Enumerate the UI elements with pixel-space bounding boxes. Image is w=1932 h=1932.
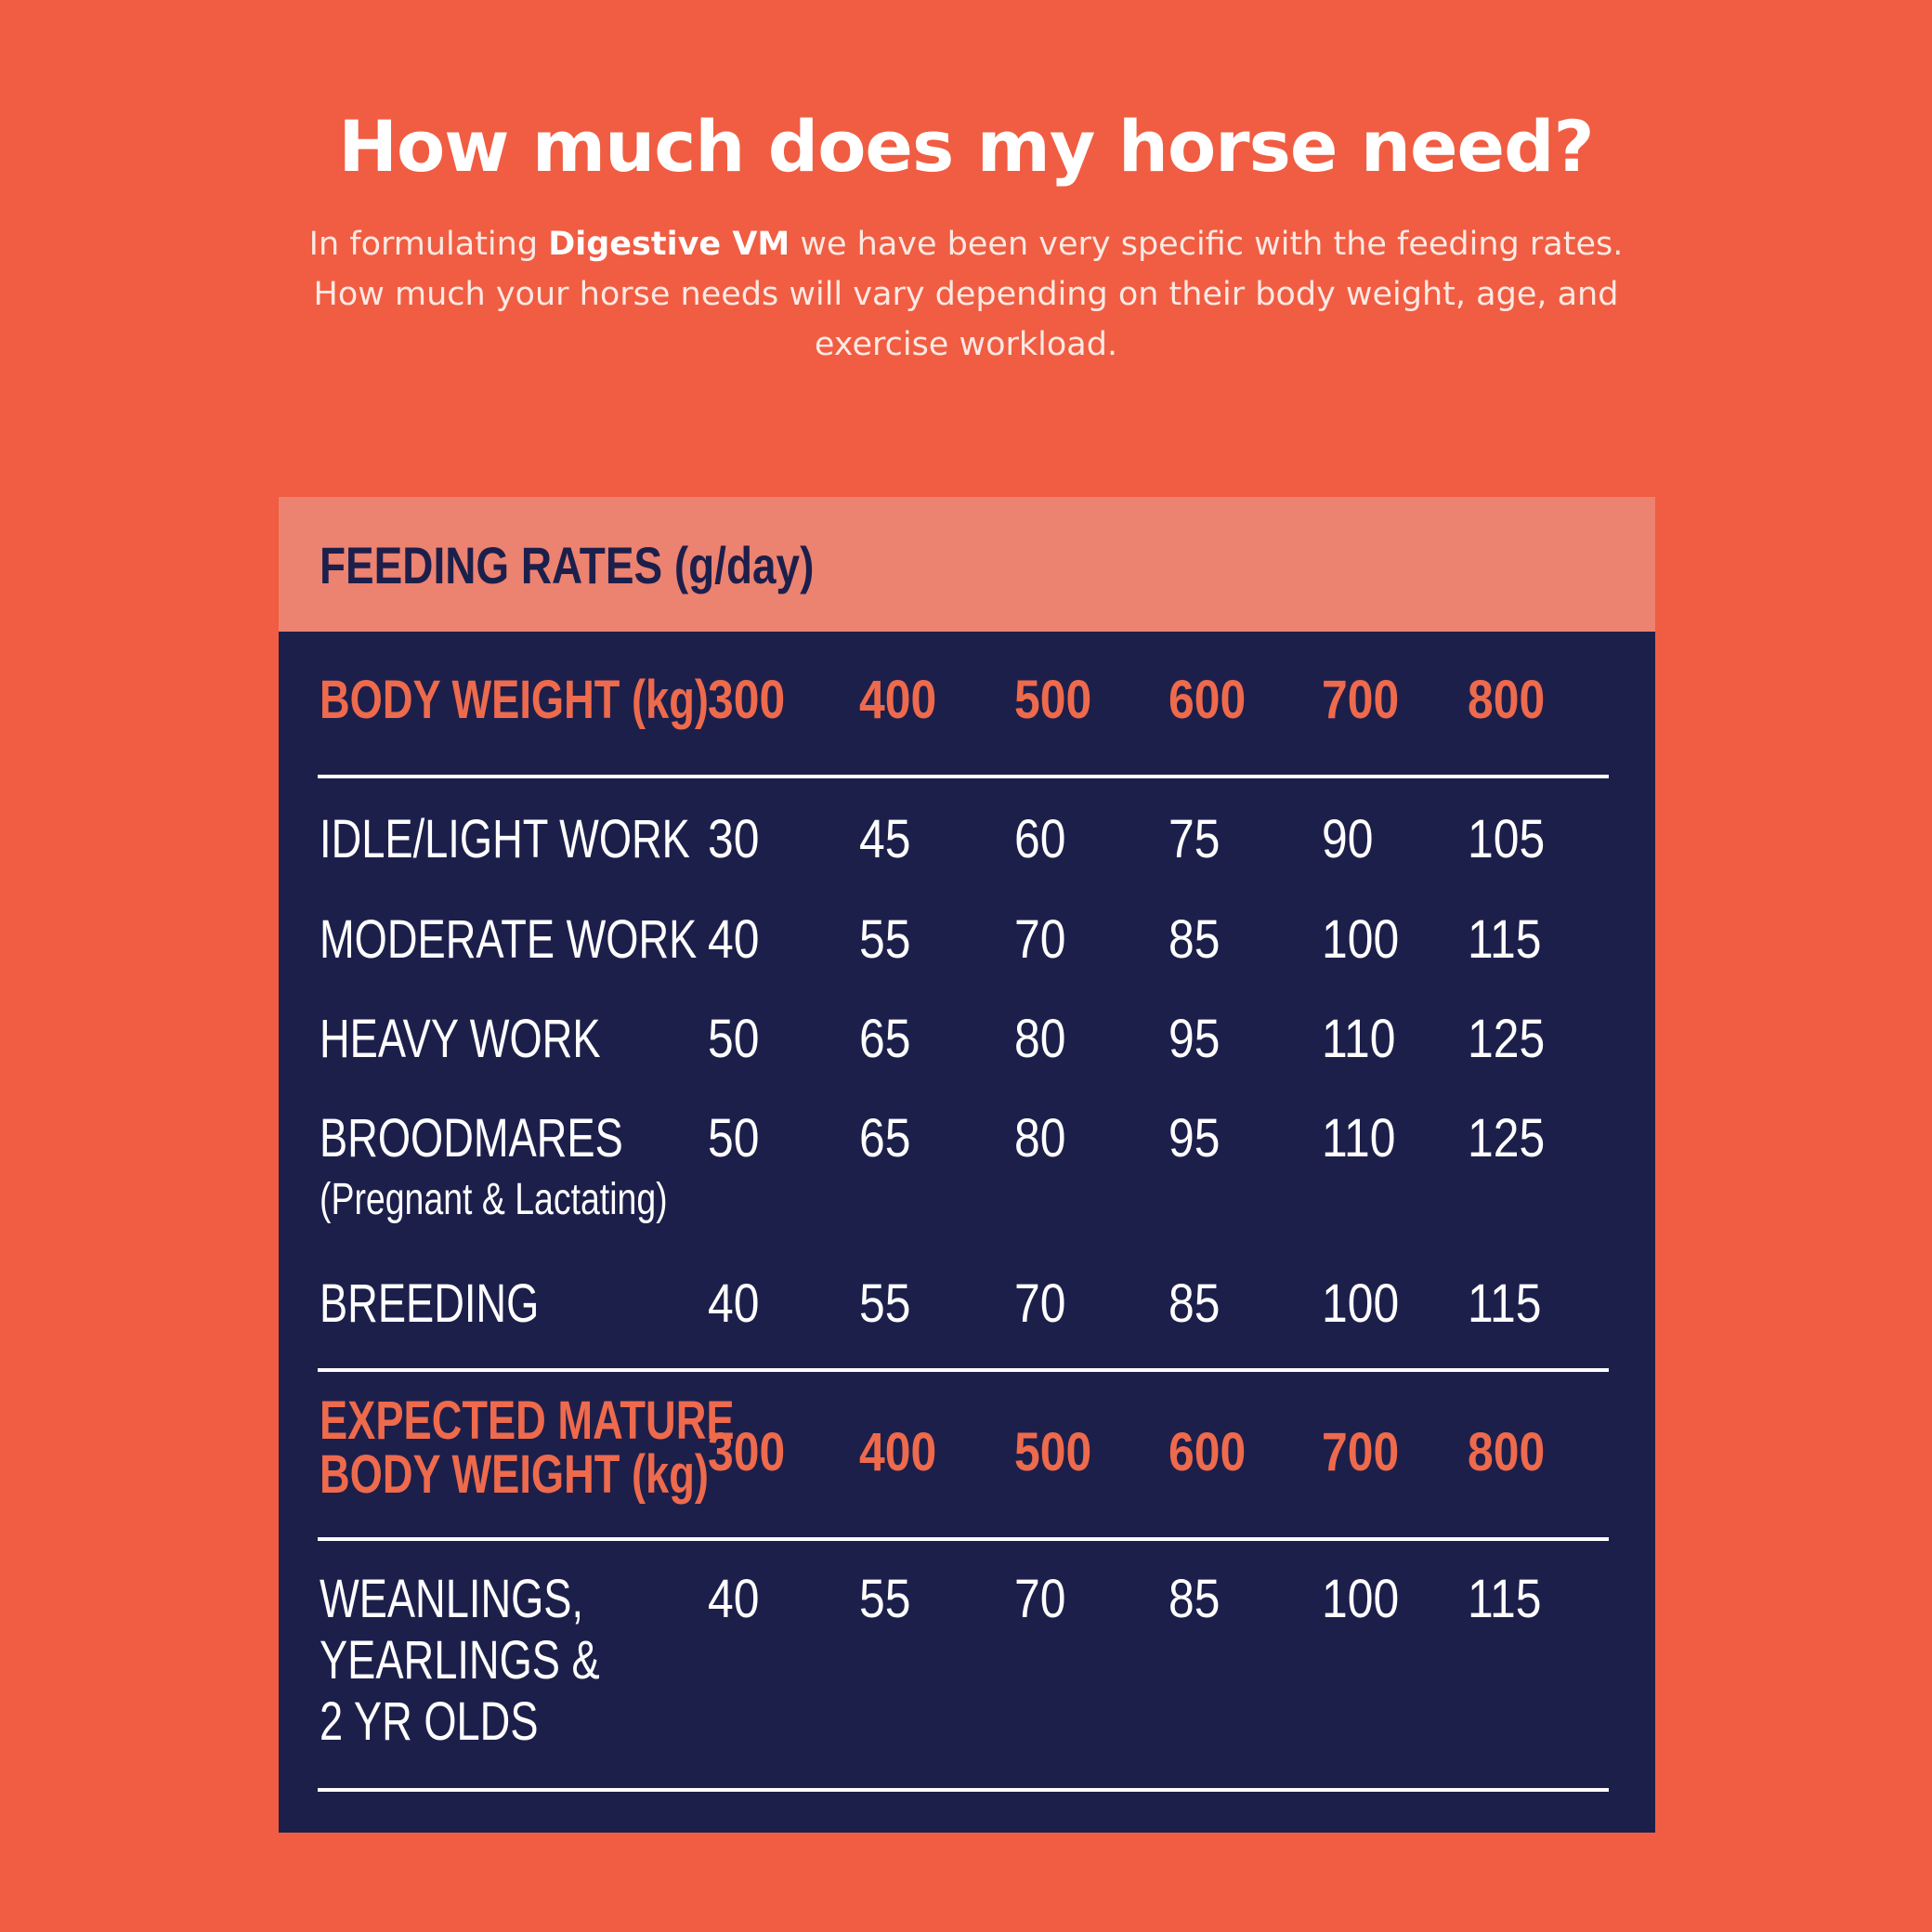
rate-cell: 40 [708,1569,760,1629]
weight-cell: 300 [708,670,786,730]
rate-cell: 110 [1322,1009,1396,1069]
rate-cell: 30 [708,809,760,869]
rate-cell: 95 [1168,1009,1221,1069]
rate-cell: 70 [1014,1273,1066,1334]
body-weight-label: BODY WEIGHT (kg) [320,670,709,730]
page-title: How much does my horse need? [338,105,1594,188]
weight-cell: 500 [1014,670,1092,730]
intro-text [279,219,1653,370]
divider [318,1788,1609,1792]
mature-weight-label-line2: BODY WEIGHT (kg) [320,1444,709,1505]
young-horses-label-line3: 2 YR OLDS [320,1691,539,1752]
intro-text-start: In formulating [308,226,549,263]
rate-cell: 115 [1468,1569,1542,1629]
row-sublabel: (Pregnant & Lactating) [320,1175,668,1224]
row-label [320,1108,668,1231]
rate-cell: 55 [859,1569,911,1629]
weight-cell: 300 [708,1422,786,1482]
intro-text-end: we have been very specific with the feeding rates. How much your horse needs will vary depending on their body weight, age, and exercise workload. [313,226,1624,363]
rate-cell: 60 [1014,809,1066,869]
row-label [320,1009,601,1070]
rate-cell: 80 [1014,1009,1066,1069]
rate-cell: 40 [708,1273,760,1334]
weight-cell: 400 [859,670,937,730]
rate-cell: 45 [859,809,911,869]
divider [318,1368,1609,1372]
table-title: FEEDING RATES (g/day) [320,536,815,594]
row-label-text: BREEDING [320,1273,540,1334]
divider [318,775,1609,778]
feeding-rates-table [279,497,1655,1833]
rate-cell: 65 [859,1009,911,1069]
rate-cell: 100 [1322,909,1400,970]
weight-cell: 400 [859,1422,937,1482]
row-label-text: MODERATE WORK [320,909,698,970]
rate-cell: 85 [1168,1273,1221,1334]
young-horses-label-line2: YEARLINGS & [320,1630,600,1690]
rate-cell: 110 [1322,1108,1396,1168]
row-label-text: IDLE/LIGHT WORK [320,809,690,869]
table-header-bar [279,497,1655,632]
weight-cell: 800 [1468,1422,1546,1482]
weight-cell: 600 [1168,670,1247,730]
young-horses-label-line1: WEANLINGS, [320,1569,584,1629]
rate-cell: 65 [859,1108,911,1168]
rate-cell: 115 [1468,909,1542,970]
weight-cell: 800 [1468,670,1546,730]
rate-cell: 90 [1322,809,1374,869]
row-label [320,1273,539,1335]
rate-cell: 70 [1014,909,1066,970]
weight-cell: 700 [1322,1422,1400,1482]
rate-cell: 115 [1468,1273,1542,1334]
rate-cell: 75 [1168,809,1221,869]
mature-weight-label [320,1390,735,1505]
rate-cell: 55 [859,909,911,970]
weight-cell: 600 [1168,1422,1247,1482]
row-label-text: HEAVY WORK [320,1009,601,1069]
young-horses-label [320,1569,600,1753]
rate-cell: 100 [1322,1273,1400,1334]
row-label [320,909,697,971]
rate-cell: 85 [1168,909,1221,970]
rate-cell: 80 [1014,1108,1066,1168]
product-name: Digestive VM [548,226,790,263]
rate-cell: 105 [1468,809,1546,869]
mature-weight-label-line1: EXPECTED MATURE [320,1390,735,1451]
rate-cell: 100 [1322,1569,1400,1629]
rate-cell: 125 [1468,1009,1546,1069]
weight-cell: 700 [1322,670,1400,730]
rate-cell: 95 [1168,1108,1221,1168]
rate-cell: 55 [859,1273,911,1334]
row-label [320,809,690,870]
rate-cell: 50 [708,1108,760,1168]
rate-cell: 70 [1014,1569,1066,1629]
weight-cell: 500 [1014,1422,1092,1482]
rate-cell: 85 [1168,1569,1221,1629]
row-label-text: BROODMARES [320,1108,623,1168]
rate-cell: 40 [708,909,760,970]
rate-cell: 125 [1468,1108,1546,1168]
rate-cell: 50 [708,1009,760,1069]
divider [318,1537,1609,1541]
